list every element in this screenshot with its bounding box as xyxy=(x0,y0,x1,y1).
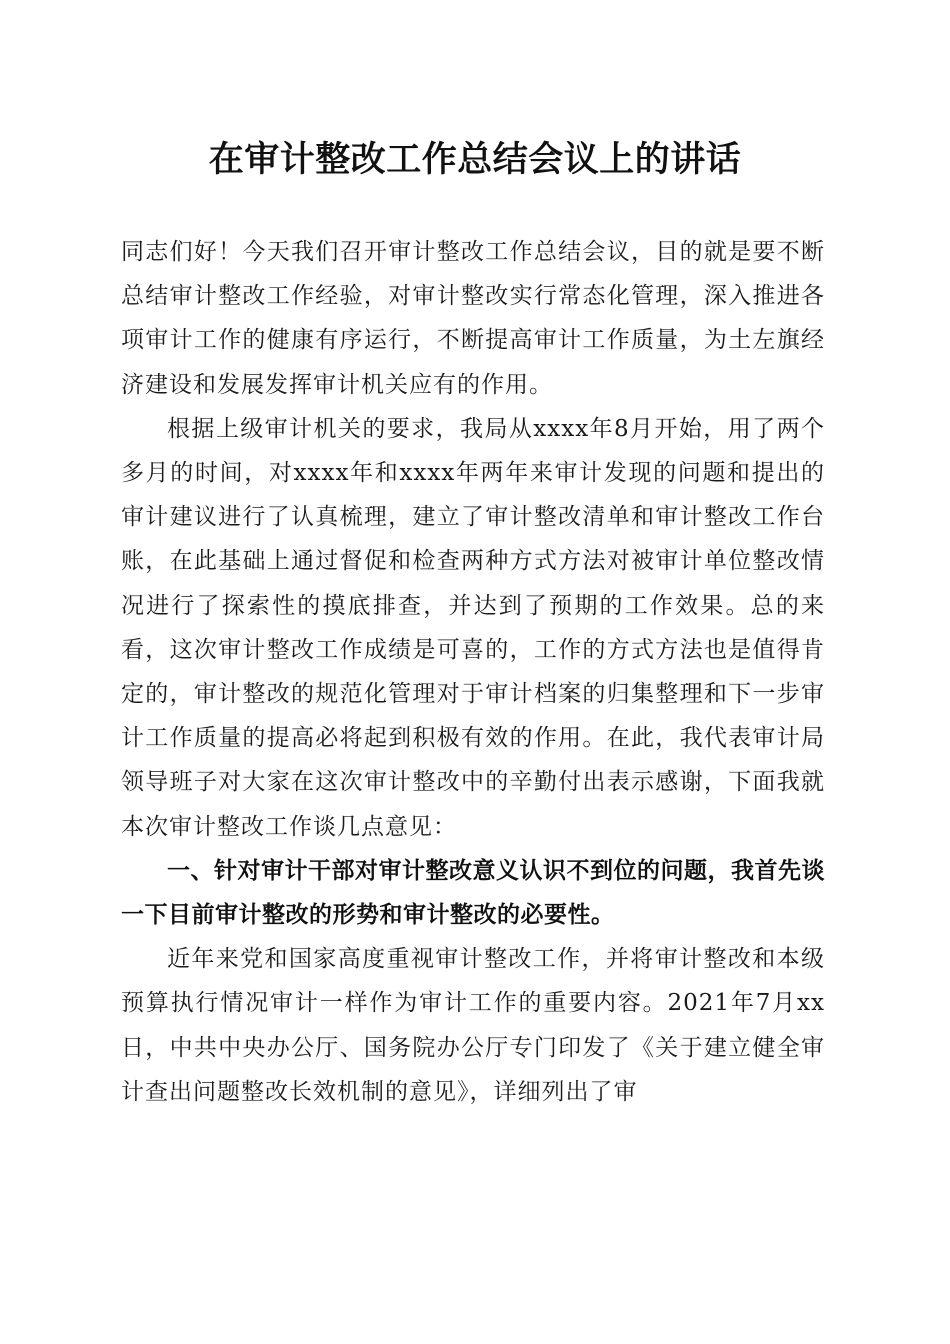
paragraph-background: 根据上级审计机关的要求，我局从xxxx年8月开始，用了两个多月的时间，对xxxx年和xxxx年两年来审计发现的问题和提出的审计建议进行了认真梳理，建立了审计整改清单和审计整改工作台账，在此基础上通过督促和检查两种方式方法对被审计单位整改情况进行了探索性的摸底排查，并达到了预期的工作效果。总的来看，这次审计整改工作成绩是可喜的，工作的方式方法也是值得肯定的，审计整改的规范化管理对于审计档案的归集整理和下一步审计工作质量的提高必将起到积极有效的作用。在此，我代表审计局领导班子对大家在这次审计整改中的辛勤付出表示感谢，下面我就本次审计整改工作谈几点意见： xyxy=(121,415,825,840)
paragraph-section-1-body: 近年来党和国家高度重视审计整改工作，并将审计整改和本级预算执行情况审计一样作为审计工作的重要内容。2021年7月xx日，中共中央办公厅、国务院办公厅专门印发了《关于建立健全审计查出问题整改长效机制的意见》，详细列出了审 xyxy=(121,946,825,1105)
section-heading-1: 一、针对审计干部对审计整改意义认识不到位的问题，我首先谈一下目前审计整改的形势和审计整改的必要性。 xyxy=(121,857,825,929)
paragraph-greeting: 同志们好！今天我们召开审计整改工作总结会议，目的就是要不断总结审计整改工作经验，对审计整改实行常态化管理，深入推进各项审计工作的健康有序运行，不断提高审计工作质量，为土左旗经济建设和发展发挥审计机关应有的作用。 xyxy=(121,239,825,398)
page-title: 在审计整改工作总结会议上的讲话 xyxy=(208,139,742,180)
document-body xyxy=(121,230,825,1114)
